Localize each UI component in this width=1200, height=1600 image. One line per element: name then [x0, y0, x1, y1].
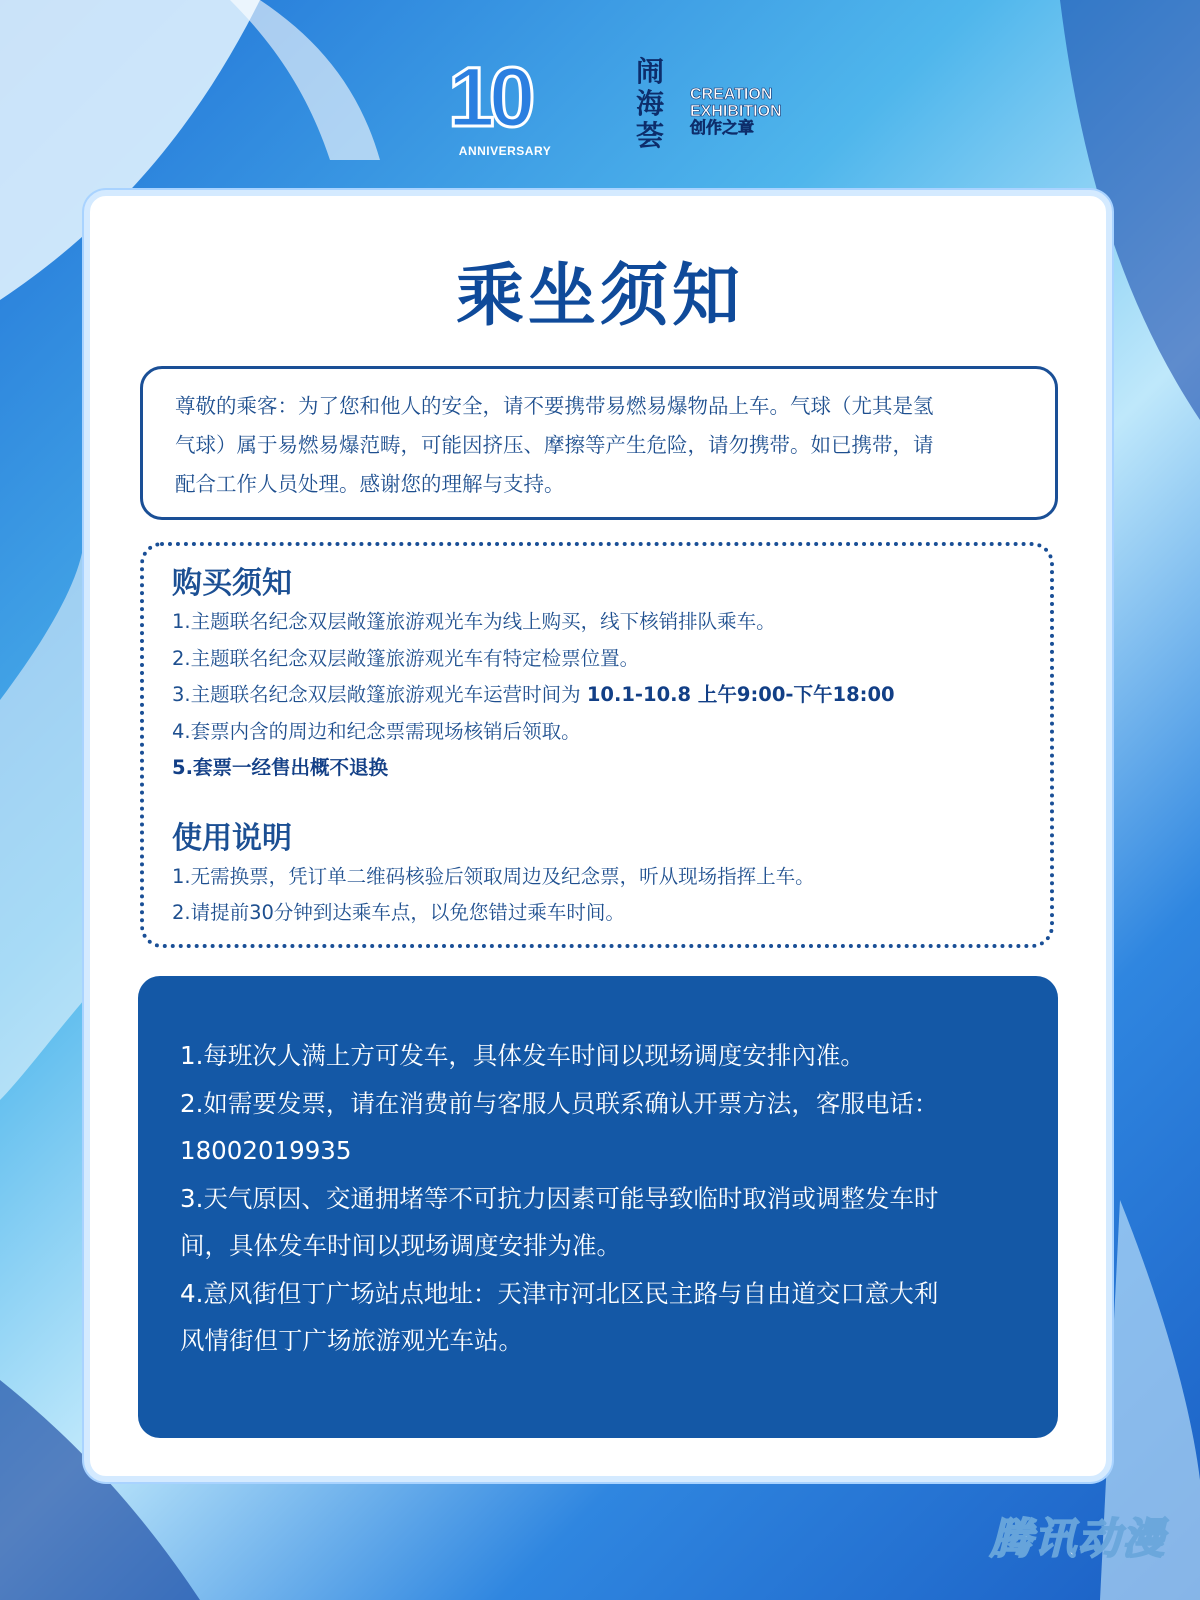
purchase-heading: 购买须知 [172, 566, 292, 601]
customer-service-phone: 18002019935 [180, 1136, 352, 1165]
operating-hours: 10.1-10.8 上午9:00-下午18:00 [586, 683, 895, 706]
purchase-item-no-refund: 5.套票一经售出概不退换 [172, 756, 388, 779]
info-panel [138, 976, 1058, 1438]
info-line: 4.意风街但丁广场站点地址：天津市河北区民主路与自由道交口意大利 [180, 1278, 939, 1308]
creation-line-3: 创作之章 [690, 120, 755, 137]
usage-item: 1.无需换票，凭订单二维码核验后领取周边及纪念票，听从现场指挥上车。 [172, 864, 815, 888]
page-title: 乘坐须知 [455, 257, 744, 336]
watermark-logo: 腾讯动漫 [989, 1514, 1166, 1563]
purchase-item: 2.主题联名纪念双层敞篷旅游观光车有特定检票位置。 [172, 646, 640, 670]
purchase-item: 1.主题联名纪念双层敞篷旅游观光车为线上购买，线下核销排队乘车。 [172, 610, 776, 633]
info-line: 风情街但丁广场旅游观光车站。 [180, 1326, 523, 1355]
usage-heading: 使用说明 [172, 820, 292, 856]
info-line: 2.如需要发票，请在消费前与客服人员联系确认开票方法，客服电话： [180, 1088, 939, 1118]
purchase-item [172, 677, 1022, 714]
safety-notice [140, 366, 1058, 520]
header-logos [0, 52, 1200, 172]
calligraphy-logo: 闹海荟 [636, 55, 665, 152]
info-line: 间，具体发车时间以现场调度安排为准。 [180, 1231, 621, 1260]
notice-line: 配合工作人员处理。感谢您的理解与支持。 [175, 472, 565, 496]
creation-line-2: EXHIBITION [690, 103, 782, 120]
notice-line: 气球）属于易燃易爆范畴，可能因挤压、摩擦等产生危险，请勿携带。如已携带，请 [175, 433, 934, 457]
purchase-item-text: 3.主题联名纪念双层敞篷旅游观光车运营时间为 [172, 683, 587, 706]
notice-line: 尊敬的乘客：为了您和他人的安全，请不要携带易燃易爆物品上车。气球（尤其是氢 [175, 394, 934, 418]
anniversary-number: 10 [448, 50, 530, 144]
purchase-item: 4.套票内含的周边和纪念票需现场核销后领取。 [172, 719, 581, 743]
creation-line-1: CREATION [690, 86, 773, 103]
purchase-usage-section [140, 542, 1054, 948]
creation-exhibition-logo [636, 56, 806, 166]
anniversary-text: ANNIVERSARY [458, 144, 552, 158]
info-line: 1.每班次人满上方可发车，具体发车时间以现场调度安排內准。 [180, 1041, 865, 1070]
info-line: 3.天气原因、交通拥堵等不可抗力因素可能导致临时取消或调整发车时 [180, 1183, 939, 1213]
anniversary-logo [440, 52, 570, 162]
usage-item: 2.请提前30分钟到达乘车点，以免您错过乘车时间。 [172, 901, 625, 924]
